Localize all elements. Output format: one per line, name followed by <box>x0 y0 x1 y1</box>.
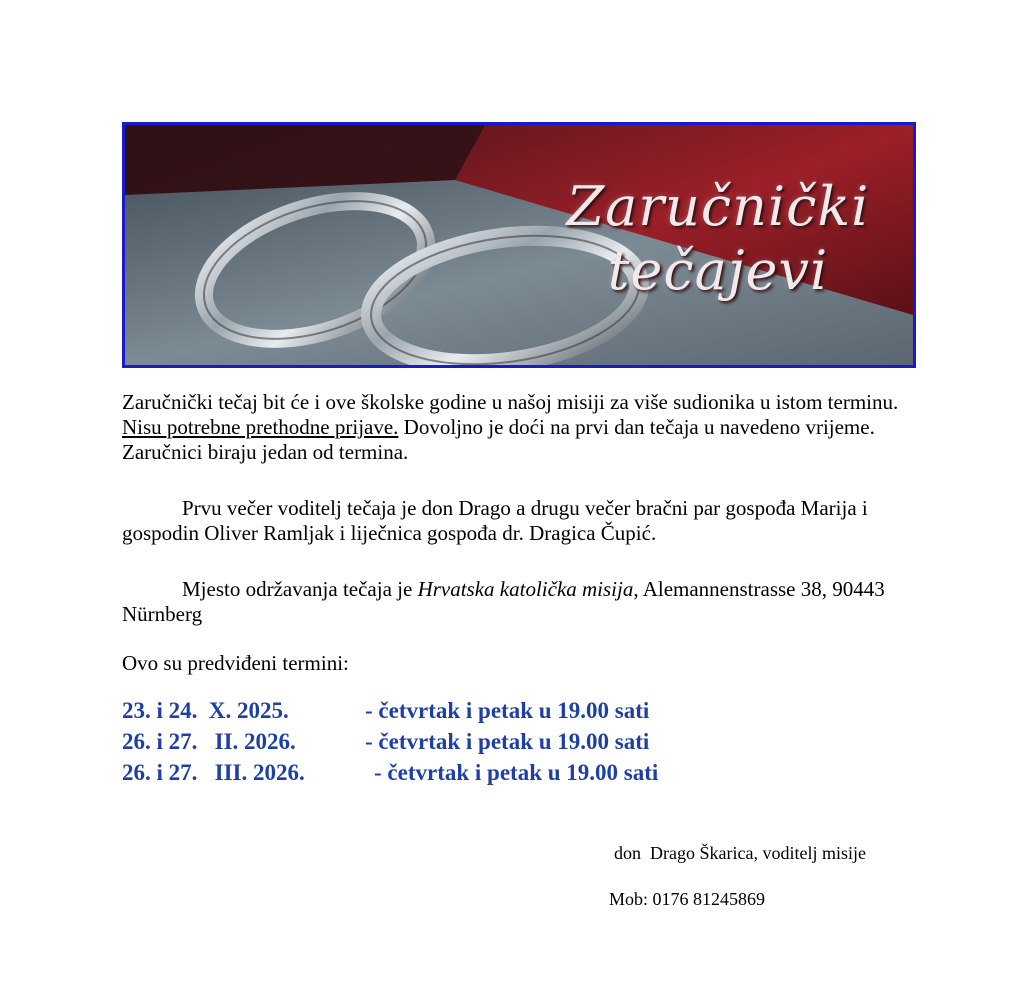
intro-paragraph <box>122 390 932 465</box>
term-date: 26. i 27. II. 2026. <box>122 729 296 754</box>
term-row <box>122 729 650 759</box>
term-row <box>122 698 650 728</box>
term-date: 23. i 24. X. 2025. <box>122 698 289 723</box>
leaders-paragraph: Prvu večer voditelj tečaja je don Drago a drugu večer bračni par gospođa Marija i gospodin Oliver Ramljak i liječnica gospođa dr. Dragica Čupić. <box>122 496 868 545</box>
signature-phone: Mob: 0176 81245869 <box>609 889 766 909</box>
term-detail: - četvrtak i petak u 19.00 sati <box>374 760 659 785</box>
term-date: 26. i 27. III. 2026. <box>122 760 305 785</box>
signature-name: don Drago Škarica, voditelj misije <box>614 843 866 863</box>
banner-title-line2: tečajevi <box>607 239 829 302</box>
location-suffix: , Alemannenstrasse 38, 90443 Nürnberg <box>122 577 885 626</box>
terms-heading: Ovo su predviđeni termini: <box>122 651 349 675</box>
term-detail: - četvrtak i petak u 19.00 sati <box>365 698 650 723</box>
location-place: Hrvatska katolička misija <box>417 577 634 601</box>
intro-text-end: Dovoljno je doći na prvi dan tečaja u navedeno vrijeme. Zaručnici biraju jedan od termina. <box>122 415 875 464</box>
location-prefix: Mjesto održavanja tečaja je <box>182 577 418 601</box>
term-row <box>122 760 659 790</box>
intro-text-start: Zaručnički tečaj bit će i ove školske godine u našoj misiji za više sudionika u istom terminu. <box>122 390 899 414</box>
header-banner <box>122 122 916 368</box>
location-paragraph <box>122 577 932 627</box>
no-registration-notice: Nisu potrebne prethodne prijave. <box>122 415 399 439</box>
banner-title-line1: Zaručnički <box>566 175 870 238</box>
term-detail: - četvrtak i petak u 19.00 sati <box>365 729 650 754</box>
banner-title <box>553 175 883 303</box>
